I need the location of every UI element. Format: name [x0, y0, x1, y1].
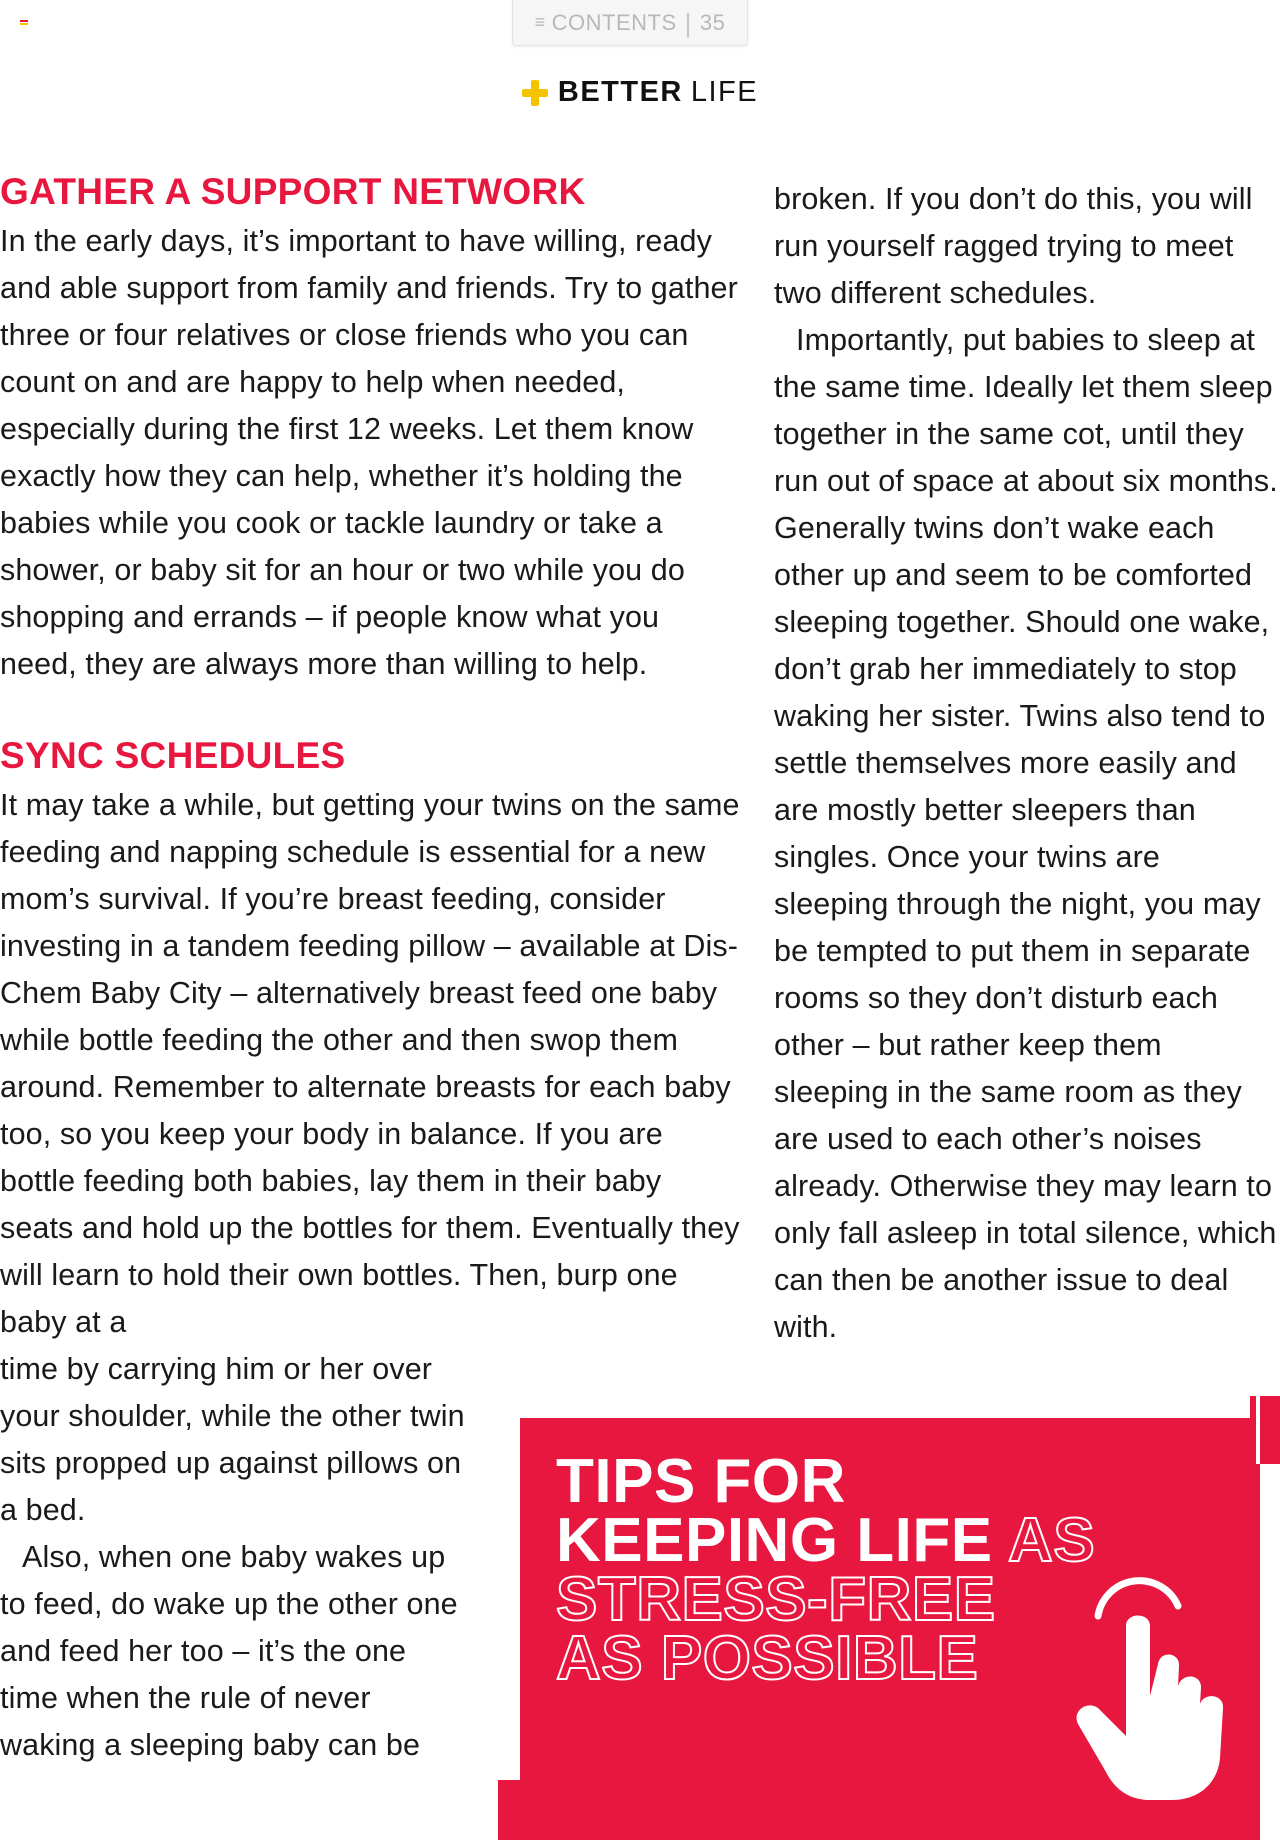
menu-icon: ≡	[534, 12, 546, 32]
page-number: 35	[699, 9, 726, 35]
paragraph-sync-schedules-cont: time by carrying him or her over your shoulder, while the other twin sits propped up against pillows on a bed.	[0, 1352, 465, 1527]
paragraph-wake-both: Also, when one baby wakes up to feed, do wake up the other one and feed her too – it’s the one time when the rule of never waking a sleeping baby can be	[0, 1540, 458, 1762]
paragraph-support-network: In the early days, it’s important to have willing, ready and able support from family and friends. Try to gather three or four relatives or close friends who you can count on and are happy to help when needed, especially during the first 12 weeks. Let them know exactly how they can help, whether it’s holding the babies while you cook or tackle laundry or take a shower, or baby sit for an hour or two while you do shopping and errands – if people know what you need, they are always more than willing to help.	[0, 224, 738, 681]
tips-line-1: TIPS FOR	[556, 1447, 846, 1516]
paragraph-sleep-together: Importantly, put babies to sleep at the same time. Ideally let them sleep together in the same cot, until they run out of space at about six months. Generally twins don’t wake each other up and seem to be comforted sleeping together. Should one wake, don’t grab her immediately to stop waking her sister. Twins also tend to settle themselves more easily and are mostly better sleepers than singles. Once your twins are sleeping through the night, you may be tempted to put them in separate rooms so they don’t disturb each other – but rather keep them sleeping in the same room as they are used to each other’s noises already. Otherwise they may learn to only fall asleep in total silence, which can then be another issue to deal with.	[774, 323, 1278, 1344]
tips-line-3: STRESS-FREE	[556, 1565, 996, 1634]
right-column	[774, 176, 1280, 1351]
frame-corner	[498, 1780, 528, 1840]
pointing-hand-icon	[1068, 1568, 1248, 1808]
heading-sync-schedules: SYNC SCHEDULES	[0, 735, 346, 776]
contents-button[interactable]	[512, 0, 748, 46]
tips-line-4: AS POSSIBLE	[556, 1624, 979, 1693]
contents-label: CONTENTS	[551, 9, 677, 35]
tips-line-2	[556, 1506, 1096, 1575]
section-header	[0, 76, 1280, 109]
divider: |	[684, 7, 692, 38]
tips-line-2-outline: AS	[1008, 1506, 1096, 1575]
tips-box[interactable]	[520, 1418, 1260, 1840]
plus-cross-icon	[522, 80, 548, 106]
heading-support-network: GATHER A SUPPORT NETWORK	[0, 171, 586, 212]
section-title-light: LIFE	[690, 76, 759, 108]
paragraph-sync-schedules: It may take a while, but getting your twins on the same feeding and napping schedule is essential for a new mom’s survival. If you’re breast feeding, consider investing in a tandem feeding pillow – available at Dis-Chem Baby City – alternatively breast feed one baby while bottle feeding the other and then swop them around. Remember to alternate breasts for each baby too, so you keep your body in balance. If you are bottle feeding both babies, lay them in their baby seats and hold up the bottles for them. Eventually they will learn to hold their own bottles. Then, burp one baby at a	[0, 788, 740, 1339]
section-title-bold: BETTER	[557, 76, 683, 108]
paragraph-broken: broken. If you don’t do this, you will run yourself ragged trying to meet two different schedules.	[774, 182, 1253, 310]
frame-corner-line	[1256, 1396, 1280, 1464]
tips-line-2-solid: KEEPING LIFE	[556, 1506, 993, 1575]
tips-title	[556, 1447, 1096, 1693]
flag-icon	[20, 20, 28, 27]
